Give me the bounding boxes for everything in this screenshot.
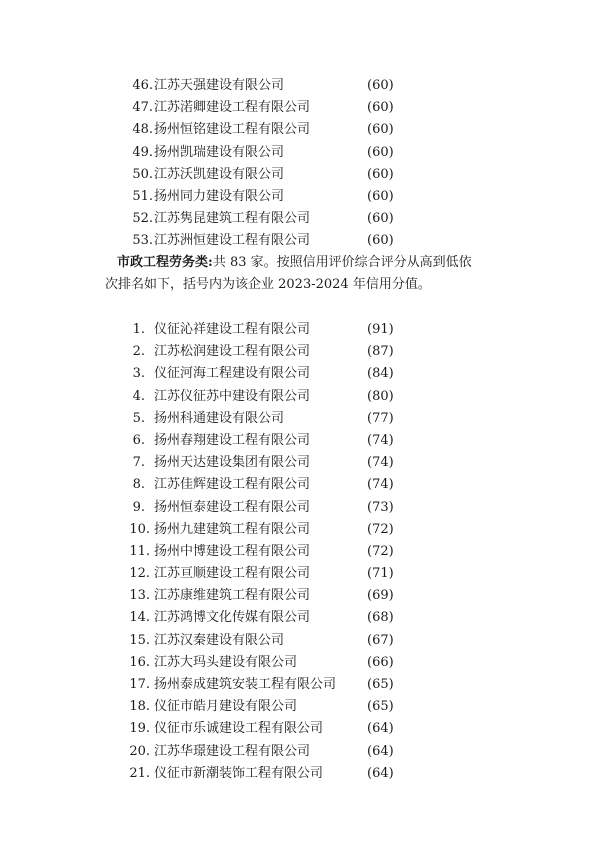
credit-score: (73) (367, 499, 394, 515)
company-name: 扬州恒铭建设工程有限公司 (154, 122, 311, 138)
list-item (0, 607, 600, 629)
list-item (0, 408, 600, 430)
credit-score: (67) (367, 632, 394, 648)
list-item (0, 452, 600, 474)
list-item (0, 563, 600, 585)
company-name: 江苏鸿博文化传媒有限公司 (154, 610, 311, 626)
company-name: 扬州恒泰建设工程有限公司 (154, 499, 311, 515)
rank-number: 1. (132, 322, 145, 337)
list-item (0, 341, 600, 363)
rank-number: 53. (132, 233, 153, 249)
company-name: 江苏佳辉建设工程有限公司 (154, 477, 311, 493)
credit-score: (74) (367, 432, 394, 448)
credit-score: (65) (367, 699, 394, 715)
list-item (0, 741, 600, 763)
credit-score: (60) (367, 100, 394, 116)
company-name: 江苏大玛头建设有限公司 (154, 654, 298, 670)
list-item (0, 519, 600, 541)
company-name: 扬州泰成建筑安装工程有限公司 (154, 677, 337, 692)
list-item (0, 430, 600, 452)
company-name: 江苏松润建设工程有限公司 (154, 344, 311, 360)
rank-number: 7. (132, 455, 145, 471)
rank-number: 9. (132, 499, 145, 515)
credit-score: (72) (367, 543, 394, 559)
section-heading: 市政工程劳务类: (117, 255, 213, 270)
list-item (0, 696, 600, 718)
list-item (0, 186, 600, 208)
rank-number: 5. (132, 410, 145, 426)
list-item (0, 119, 600, 141)
credit-score: (84) (367, 366, 394, 382)
rank-number: 20. (129, 743, 150, 759)
credit-score: (72) (367, 521, 394, 537)
company-name: 扬州九建建筑工程有限公司 (154, 521, 311, 537)
rank-number: 19. (129, 721, 150, 737)
list-item (0, 142, 600, 164)
list-item (0, 585, 600, 607)
municipal-labor-company-list (0, 319, 600, 785)
rank-number: 46. (132, 78, 153, 93)
credit-score: (71) (367, 566, 394, 582)
list-item (0, 319, 600, 341)
company-name: 扬州同力建设有限公司 (154, 188, 285, 204)
rank-number: 10. (129, 521, 150, 537)
list-item (0, 652, 600, 674)
list-item (0, 674, 600, 696)
company-name: 江苏天强建设有限公司 (154, 78, 285, 93)
company-name: 扬州春翔建设工程有限公司 (154, 432, 311, 448)
company-name: 江苏沃凯建设有限公司 (154, 166, 285, 182)
company-name: 扬州中博建设工程有限公司 (154, 543, 311, 559)
credit-score: (60) (367, 78, 394, 93)
list-item (0, 763, 600, 785)
company-name: 扬州科通建设有限公司 (154, 410, 285, 426)
section-intro-text: 共 83 家。按照信用评价综合评分从高到低依 (212, 255, 472, 270)
credit-score: (66) (367, 654, 394, 670)
list-item (0, 97, 600, 119)
rank-number: 6. (132, 432, 145, 448)
rank-number: 3. (132, 366, 145, 382)
list-item (0, 718, 600, 740)
rank-number: 16. (129, 654, 150, 670)
company-name: 江苏仪征苏中建设有限公司 (154, 388, 311, 404)
company-list-continued (0, 75, 600, 253)
list-item (0, 386, 600, 408)
list-item (0, 75, 600, 97)
credit-score: (91) (367, 322, 394, 337)
company-name: 江苏汉秦建设有限公司 (154, 632, 285, 648)
company-name: 江苏亘顺建设工程有限公司 (154, 566, 311, 582)
rank-number: 18. (129, 699, 150, 715)
credit-score: (74) (367, 455, 394, 471)
list-item (0, 363, 600, 385)
credit-score: (60) (367, 211, 394, 227)
company-name: 扬州凯瑞建设有限公司 (154, 144, 285, 160)
company-name: 江苏渃卿建设工程有限公司 (154, 100, 311, 116)
credit-score: (60) (367, 233, 394, 249)
rank-number: 47. (132, 100, 153, 116)
rank-number: 50. (132, 166, 153, 182)
credit-score: (64) (367, 765, 394, 781)
section-intro-line-2: 次排名如下，括号内为该企业 2023-2024 年信用分值。 (105, 277, 431, 292)
rank-number: 15. (129, 632, 150, 648)
company-name: 仪征市新潮装饰工程有限公司 (154, 765, 324, 781)
rank-number: 8. (132, 477, 145, 493)
company-name: 仪征河海工程建设有限公司 (154, 366, 311, 382)
rank-number: 52. (132, 211, 153, 227)
rank-number: 4. (132, 388, 145, 404)
rank-number: 11. (129, 543, 150, 559)
company-name: 江苏华璟建设工程有限公司 (154, 743, 311, 759)
rank-number: 14. (129, 610, 150, 626)
rank-number: 2. (132, 344, 145, 360)
credit-score: (60) (367, 144, 394, 160)
credit-score: (80) (367, 388, 394, 404)
credit-score: (60) (367, 188, 394, 204)
list-item (0, 230, 600, 252)
rank-number: 49. (132, 144, 153, 160)
credit-score: (68) (367, 610, 394, 626)
company-name: 仪征市皓月建设有限公司 (154, 699, 298, 715)
company-name: 扬州天达建设集团有限公司 (154, 455, 311, 471)
section-intro-line-1 (117, 252, 517, 274)
rank-number: 48. (132, 122, 153, 138)
rank-number: 51. (132, 188, 153, 204)
company-name: 仪征沁祥建设工程有限公司 (154, 322, 311, 337)
list-item (0, 541, 600, 563)
rank-number: 12. (129, 566, 150, 582)
list-item (0, 630, 600, 652)
credit-score: (77) (367, 410, 394, 426)
company-name: 江苏洲恒建设工程有限公司 (154, 233, 311, 249)
rank-number: 21. (129, 765, 150, 781)
credit-score: (87) (367, 344, 394, 360)
rank-number: 13. (129, 588, 150, 604)
list-item (0, 208, 600, 230)
credit-score: (65) (367, 677, 394, 692)
list-item (0, 164, 600, 186)
company-name: 仪征市乐诚建设工程有限公司 (154, 721, 324, 737)
company-name: 江苏康维建筑工程有限公司 (154, 588, 311, 604)
company-name: 江苏隽昆建筑工程有限公司 (154, 211, 311, 227)
credit-score: (64) (367, 721, 394, 737)
rank-number: 17. (129, 677, 150, 692)
credit-score: (60) (367, 166, 394, 182)
credit-score: (69) (367, 588, 394, 604)
list-item (0, 497, 600, 519)
credit-score: (60) (367, 122, 394, 138)
list-item (0, 474, 600, 496)
credit-score: (74) (367, 477, 394, 493)
credit-score: (64) (367, 743, 394, 759)
